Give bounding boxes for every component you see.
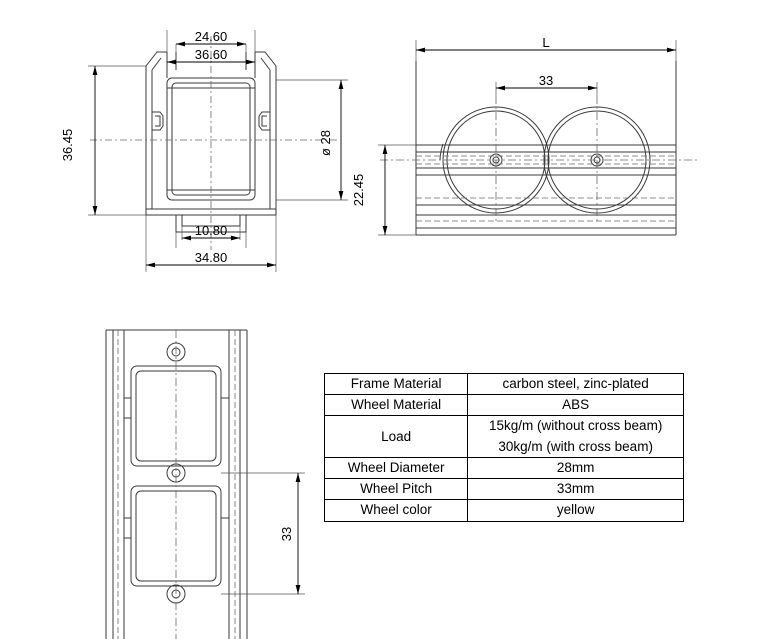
table-row xyxy=(325,457,684,478)
table-row xyxy=(325,479,684,500)
spec-value: yellow xyxy=(468,500,684,521)
spec-label: Wheel Diameter xyxy=(325,457,468,478)
dim-24-60: 24.60 xyxy=(194,29,228,44)
dim-diameter-28: ø 28 xyxy=(318,129,333,157)
dim-L: L xyxy=(542,35,550,50)
front-view-center-lines xyxy=(90,36,340,250)
specification-table xyxy=(324,373,684,522)
dim-34-80: 34.80 xyxy=(194,250,228,265)
spec-value: carbon steel, zinc-plated xyxy=(468,374,684,395)
spec-value: 15kg/m (without cross beam) xyxy=(468,416,684,437)
table-row xyxy=(325,500,684,521)
spec-label: Wheel color xyxy=(325,500,468,521)
dim-22-45: 22.45 xyxy=(351,173,366,207)
spec-label: Load xyxy=(325,416,468,457)
top-plan-geometry xyxy=(106,330,247,639)
spec-value-secondary: 30kg/m (with cross beam) xyxy=(468,437,684,458)
spec-label: Wheel Material xyxy=(325,395,468,416)
spec-value: ABS xyxy=(468,395,684,416)
table-row xyxy=(325,374,684,395)
table-row xyxy=(325,416,684,437)
dim-33-top: 33 xyxy=(279,526,294,542)
spec-label: Frame Material xyxy=(325,374,468,395)
spec-value: 28mm xyxy=(468,457,684,478)
dim-36-45: 36.45 xyxy=(60,128,75,162)
dim-36-60: 36.60 xyxy=(194,47,228,62)
spec-value: 33mm xyxy=(468,479,684,500)
table-row xyxy=(325,395,684,416)
dim-33-side: 33 xyxy=(538,73,554,88)
dim-10-80: 10.80 xyxy=(194,223,228,238)
spec-label: Wheel Pitch xyxy=(325,479,468,500)
